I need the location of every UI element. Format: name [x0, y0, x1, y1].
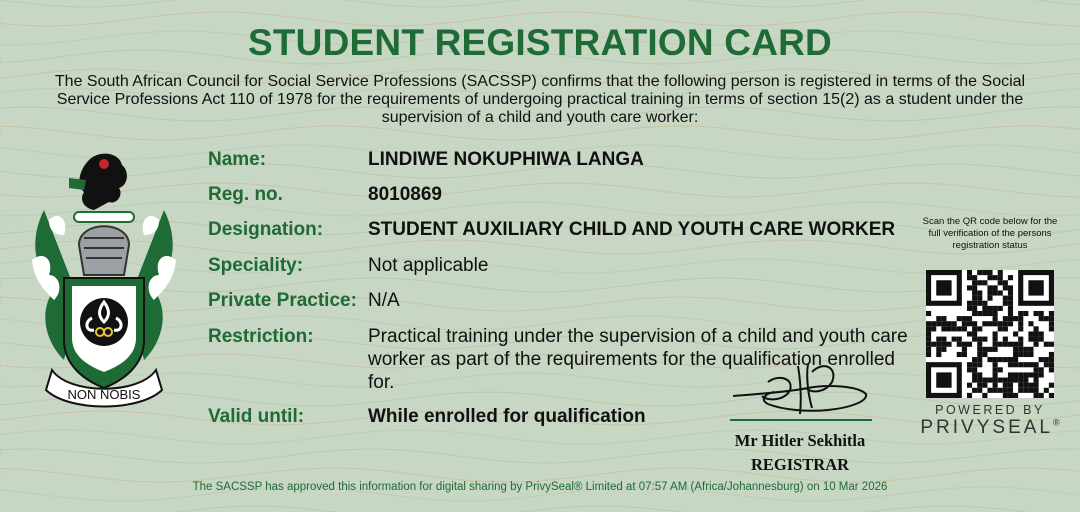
reg-no-value: 8010869	[368, 184, 442, 205]
speciality-value: Not applicable	[368, 255, 489, 276]
registrar-signature-icon	[728, 358, 878, 420]
valid-until-value: While enrolled for qualification	[368, 406, 646, 427]
qr-instruction: Scan the QR code below for the full verification of the persons registration status	[922, 216, 1058, 251]
reg-no-label: Reg. no.	[208, 184, 283, 205]
name-label: Name:	[208, 149, 267, 170]
registrar-title: REGISTRAR	[750, 455, 850, 474]
signature-line	[730, 419, 872, 421]
verification-qr-code[interactable]	[926, 270, 1054, 398]
speciality-label: Speciality:	[208, 255, 304, 276]
designation-value: STUDENT AUXILIARY CHILD AND YOUTH CARE WORKER	[368, 219, 896, 240]
coat-of-arms-icon	[24, 150, 184, 410]
registrar-name: Mr Hitler Sekhitla	[734, 431, 866, 450]
name-value: LINDIWE NOKUPHIWA LANGA	[368, 149, 644, 170]
card-title: STUDENT REGISTRATION CARD	[248, 22, 832, 63]
powered-by-label: POWERED BY	[935, 403, 1045, 417]
private-practice-label: Private Practice:	[208, 290, 357, 311]
registered-mark: ®	[1052, 417, 1060, 428]
privyseal-logo	[920, 417, 1060, 439]
private-practice-value: N/A	[368, 290, 400, 311]
privyseal-brand-text: PRIVYSEAL	[920, 417, 1053, 438]
intro-statement: The South African Council for Social Service Professions (SACSSP) confirms that the following person is registered in terms of the Social Service Professions Act 110 of 1978 for the requirements of undergoing practical training in terms of section 15(2) as a student under the supervision of a child and youth care worker:	[54, 73, 1026, 126]
valid-until-label: Valid until:	[208, 406, 305, 427]
footer-disclaimer: The SACSSP has approved this information for digital sharing by PrivySeal® Limited at 07:57 AM (Africa/Johannesburg) on 10 Mar 2026	[192, 481, 888, 493]
designation-label: Designation:	[208, 219, 324, 240]
crest-motto: NON NOBIS	[67, 387, 141, 402]
restriction-value: Practical training under the supervision of a child and youth care worker as part of the requirements for the qualification enrolled for.	[368, 326, 908, 393]
restriction-label: Restriction:	[208, 326, 314, 347]
